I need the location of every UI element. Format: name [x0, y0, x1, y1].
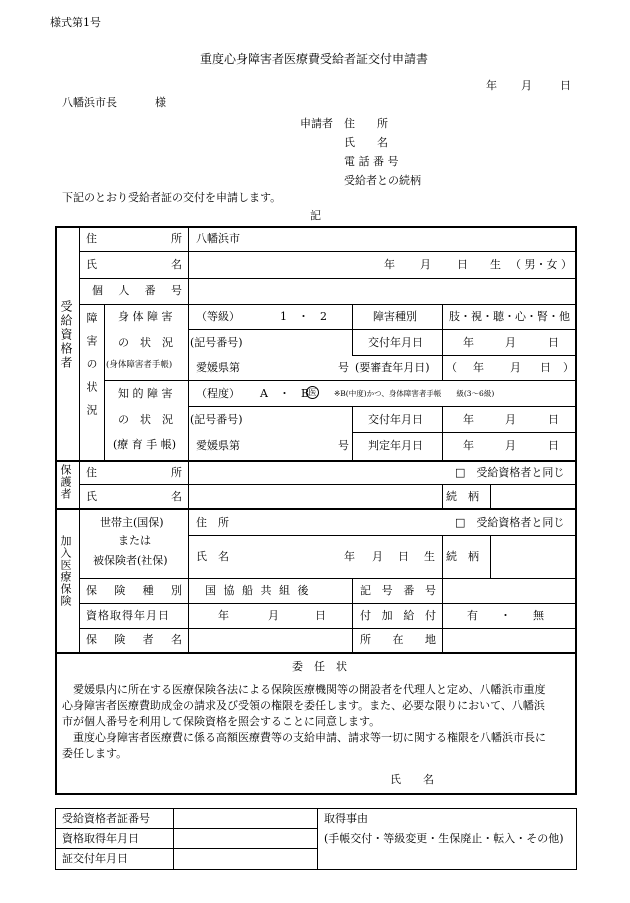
additional-benefit-options[interactable]: 有 ・ 無	[467, 609, 544, 622]
judge-year[interactable]: 年	[463, 439, 474, 452]
applicant-phone-label[interactable]: 電 話 番 号	[344, 155, 399, 168]
householder-line3: 被保険者(社保)	[93, 554, 168, 567]
renewal-year[interactable]: 年	[473, 361, 484, 374]
mental-line3: (療 育 手 帳)	[113, 438, 177, 451]
date-year-label[interactable]: 年	[486, 79, 497, 92]
degree-label: （程度）	[196, 387, 240, 400]
date-month-label[interactable]: 月	[521, 79, 532, 92]
physical-line1: 身 体 障 害	[118, 310, 173, 323]
insurer-location-label: 所 在 地	[360, 633, 436, 646]
recipient-gender[interactable]: （ 男・女 ）	[510, 258, 572, 271]
acquired-day[interactable]: 日	[315, 609, 326, 622]
insured-birth-year[interactable]: 年	[344, 550, 355, 563]
issue-year[interactable]: 年	[463, 336, 474, 349]
degree-circle-option[interactable]: 医	[306, 386, 319, 399]
insured-birth-day[interactable]: 日	[398, 550, 409, 563]
mental-issue-day[interactable]: 日	[548, 413, 559, 426]
delegation-para2-line2: 委任します。	[62, 747, 128, 760]
insurance-type-label: 保 険 種 別	[86, 584, 182, 597]
renewal-month[interactable]: 月	[510, 361, 521, 374]
insured-relation-label: 続 柄	[446, 550, 479, 563]
recipient-address-value[interactable]: 八幡浜市	[196, 232, 240, 245]
date-day-label[interactable]: 日	[560, 79, 571, 92]
acquired-year[interactable]: 年	[218, 609, 229, 622]
recipient-birth-day[interactable]: 日	[457, 258, 468, 271]
insured-name-label: 氏 名	[196, 550, 229, 563]
mental-record-label: (記号番号)	[190, 413, 243, 426]
delegation-para1-line2: 心身障害者医療費助成金の請求及び受領の権限を委任します。また、必要な限りにおいて、八幡浜	[62, 699, 545, 712]
reason-options[interactable]: (手帳交付・等級変更・生保廃止・転入・その他)	[324, 832, 564, 845]
grade-values[interactable]: 1 ・ 2	[280, 310, 327, 323]
recipient-side-label: 受給資格者	[59, 300, 73, 370]
mental-ehime-label: 愛媛県第	[196, 439, 240, 452]
issue-month[interactable]: 月	[505, 336, 516, 349]
guardian-side-label: 保護者	[59, 464, 72, 500]
recipient-birth-sei: 生	[490, 258, 501, 271]
mental-issue-label: 交付年月日	[368, 413, 423, 426]
applicant-name-label[interactable]: 氏 名	[344, 136, 388, 149]
insurance-side-label: 加入医療保険	[59, 535, 72, 607]
insured-address-label: 住 所	[196, 516, 229, 529]
disability-type-values[interactable]: 肢・視・聴・心・腎・他	[449, 310, 570, 323]
delegation-name-label[interactable]: 氏 名	[390, 773, 434, 786]
mental-go-label: 号	[338, 439, 349, 452]
grade-label: （等級）	[196, 310, 240, 323]
renewal-label: (要審査年月日)	[355, 361, 430, 374]
disability-type-label: 障害種別	[373, 310, 417, 323]
delegation-title: 委 任 状	[292, 660, 347, 673]
judge-month[interactable]: 月	[505, 439, 516, 452]
applicant-relation-label[interactable]: 受給者との続柄	[344, 174, 421, 187]
physical-line3: (身体障害者手帳)	[106, 360, 173, 370]
record-number-label: (記号番号)	[190, 336, 243, 349]
office-acquired-label: 資格取得年月日	[62, 832, 139, 845]
insurance-type-options[interactable]: 国 協 船 共 組 後	[205, 584, 311, 597]
recipient-birth-month[interactable]: 月	[420, 258, 431, 271]
intro-text: 下記のとおり受給者証の交付を申請します。	[62, 191, 282, 204]
mental-issue-month[interactable]: 月	[505, 413, 516, 426]
form-title: 重度心身障害者医療費受給者証交付申請書	[200, 52, 429, 66]
reason-label: 取得事由	[324, 812, 368, 825]
delegation-para2-line1: 重度心身障害者医療費に係る高額医療費等の支給申請、請求等一切に関する権限を八幡浜市長に	[62, 731, 546, 744]
recipient-name: 八幡浜市長	[62, 96, 117, 109]
householder-line2: または	[118, 534, 151, 547]
judge-label: 判定年月日	[368, 439, 423, 452]
judge-day[interactable]: 日	[548, 439, 559, 452]
renewal-open: （	[446, 361, 457, 374]
cert-number-label: 受給資格者証番号	[62, 812, 150, 825]
degree-note: ※B(中度)かつ、身体障害者手帳 級(3〜6級)	[334, 389, 495, 398]
ki-label: 記	[310, 209, 321, 222]
applicant-address-label[interactable]: 住 所	[344, 117, 388, 130]
acquired-month[interactable]: 月	[268, 609, 279, 622]
insurer-name-label: 保 険 者 名	[86, 633, 182, 646]
issue-date-label: 交付年月日	[368, 336, 423, 349]
renewal-day[interactable]: 日	[540, 361, 551, 374]
mental-line2: の 状 況	[118, 413, 173, 426]
ehime-label: 愛媛県第	[196, 361, 240, 374]
recipient-honorific: 様	[155, 96, 166, 109]
form-number: 様式第1号	[50, 16, 101, 29]
applicant-label: 申請者	[300, 117, 333, 130]
recipient-birth-year[interactable]: 年	[384, 258, 395, 271]
recipient-address-label: 住 所	[86, 232, 182, 245]
guardian-address-label: 住 所	[86, 466, 182, 479]
delegation-para1-line1: 愛媛県内に所在する医療保険各法による保険医療機関等の開設者を代理人と定め、八幡浜市重度	[62, 683, 546, 696]
guardian-same-as-checkbox[interactable]: □ 受給資格者と同じ	[455, 466, 565, 479]
individual-number-label: 個 人 番 号	[92, 284, 182, 297]
disability-side-label: 障害の状況	[85, 312, 98, 427]
physical-line2: の 状 況	[118, 336, 173, 349]
insured-birth-month[interactable]: 月	[372, 550, 383, 563]
delegation-para1-line3: 市が個人番号を利用して保険資格を照会することに同意します。	[62, 715, 381, 728]
office-issued-label: 証交付年月日	[62, 852, 128, 865]
acquired-date-label: 資格取得年月日	[86, 609, 170, 622]
recipient-name-label: 氏 名	[86, 258, 182, 271]
go-label: 号	[338, 361, 349, 374]
insured-birth-sei: 生	[424, 550, 435, 563]
householder-line1: 世帯主(国保)	[100, 516, 164, 529]
additional-benefit-label: 付 加 給 付	[360, 609, 436, 622]
issue-day[interactable]: 日	[548, 336, 559, 349]
mental-line1: 知 的 障 害	[118, 387, 173, 400]
guardian-relation-label: 続 柄	[446, 490, 479, 503]
insured-same-as-checkbox[interactable]: □ 受給資格者と同じ	[455, 516, 565, 529]
degree-values[interactable]: A ・ B	[260, 387, 310, 400]
symbol-number-label: 記 号 番 号	[360, 584, 436, 597]
mental-issue-year[interactable]: 年	[463, 413, 474, 426]
renewal-close: ）	[563, 361, 574, 374]
guardian-name-label: 氏 名	[86, 490, 182, 503]
